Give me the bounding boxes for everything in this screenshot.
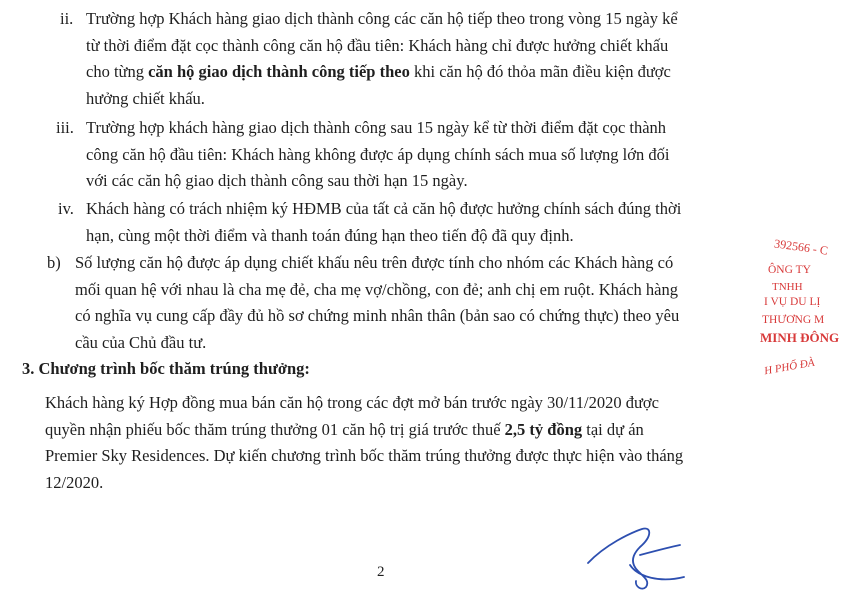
- stamp-line: ÔNG TY: [768, 264, 811, 276]
- list-marker: ii.: [60, 9, 74, 28]
- text-line: [86, 142, 741, 169]
- text-line: [45, 443, 743, 470]
- text-segment: công căn hộ đầu tiên: Khách hàng không được áp dụng chính sách mua số lượng lớn đối: [86, 144, 670, 164]
- text-segment: khi căn hộ đó thỏa mãn điều kiện được: [409, 62, 671, 81]
- list-item-text: [86, 115, 741, 195]
- paragraph-text: [45, 390, 743, 496]
- text-line: [86, 59, 741, 86]
- text-line: [75, 277, 741, 304]
- stamp-line: THƯƠNG M: [762, 314, 825, 326]
- stamp-line: I VỤ DU LỊ: [764, 296, 821, 308]
- text-segment: Premier Sky Residences. Dự kiến chương trình bốc thăm trúng thưởng được thực hiện vào tháng: [45, 446, 684, 465]
- text-segment: Trường hợp Khách hàng giao dịch thành công các căn hộ tiếp theo trong vòng 15 ngày kể: [86, 9, 678, 28]
- text-segment: từ thời điểm đặt cọc thành công căn hộ đầu tiên: Khách hàng chỉ được hưởng chiết khấu: [86, 35, 669, 55]
- text-line: [86, 196, 741, 223]
- page-number: 2: [377, 564, 385, 580]
- text-segment: 12/2020.: [45, 472, 104, 492]
- text-segment: hạn, cùng một thời điểm và thanh toán đúng hạn theo tiến độ đã quy định.: [86, 225, 574, 245]
- list-item-iv: [58, 196, 741, 249]
- text-segment: Số lượng căn hộ được áp dụng chiết khấu nêu trên được tính cho nhóm các Khách hàng có: [75, 253, 674, 272]
- list-marker: b): [47, 253, 61, 272]
- text-line: [86, 223, 741, 250]
- section-3-heading: 3. Chương trình bốc thăm trúng thưởng:: [22, 359, 310, 378]
- text-segment: cho từng: [86, 62, 149, 81]
- text-line: [45, 390, 743, 417]
- list-item-text: [86, 196, 741, 249]
- text-line: [45, 470, 743, 497]
- stamp-line: MINH ĐÔNG: [760, 330, 840, 345]
- list-item-text: [86, 6, 741, 112]
- text-segment: Khách hàng ký Hợp đồng mua bán căn hộ trong các đợt mở bán trước ngày 30/11/2020 được: [45, 393, 659, 412]
- stamp-line: 392566 - C: [773, 236, 829, 258]
- text-segment: có nghĩa vụ cung cấp đầy đủ hồ sơ chứng minh nhân thân (bản sao có chứng thực) theo yêu: [75, 306, 680, 325]
- list-item-text: [75, 250, 741, 356]
- list-marker: iii.: [56, 118, 74, 137]
- text-segment: với các căn hộ giao dịch thành công sau thời hạn 15 ngày.: [86, 171, 468, 190]
- text-segment: cầu của Chủ đầu tư.: [75, 332, 207, 352]
- text-line: [86, 33, 741, 60]
- list-marker: iv.: [58, 199, 74, 218]
- text-line: [86, 6, 741, 33]
- text-line: [86, 115, 741, 142]
- text-line: [75, 330, 741, 357]
- text-line: [75, 250, 741, 277]
- bold-text: 2,5 tỷ đồng: [504, 419, 583, 439]
- text-line: [75, 303, 741, 330]
- list-item-b: [47, 250, 741, 356]
- text-segment: quyền nhận phiếu bốc thăm trúng thưởng 01 căn hộ trị giá trước thuế: [45, 419, 505, 439]
- text-segment: hưởng chiết khấu.: [86, 88, 205, 108]
- signature: [580, 515, 690, 593]
- text-line: [86, 86, 741, 113]
- stamp-line: TNHH: [772, 281, 803, 293]
- text-segment: tại dự án: [582, 419, 644, 439]
- list-item-ii: [60, 6, 741, 112]
- text-line: [45, 417, 743, 444]
- text-segment: Khách hàng có trách nhiệm ký HĐMB của tất cả căn hộ được hưởng chính sách đúng thời: [86, 199, 682, 218]
- text-segment: mối quan hệ với nhau là cha mẹ đẻ, cha mẹ vợ/chồng, con đẻ; anh chị em ruột. Khách hàng: [75, 279, 679, 299]
- company-stamp: [758, 226, 848, 401]
- stamp-line: H PHỐ ĐÀ: [763, 356, 816, 378]
- bold-text: căn hộ giao dịch thành công tiếp theo: [148, 62, 410, 81]
- text-line: [86, 168, 741, 195]
- text-segment: Trường hợp khách hàng giao dịch thành công sau 15 ngày kể từ thời điểm đặt cọc thành: [86, 118, 667, 137]
- list-item-iii: [56, 115, 741, 195]
- section-3-paragraph: [45, 390, 743, 496]
